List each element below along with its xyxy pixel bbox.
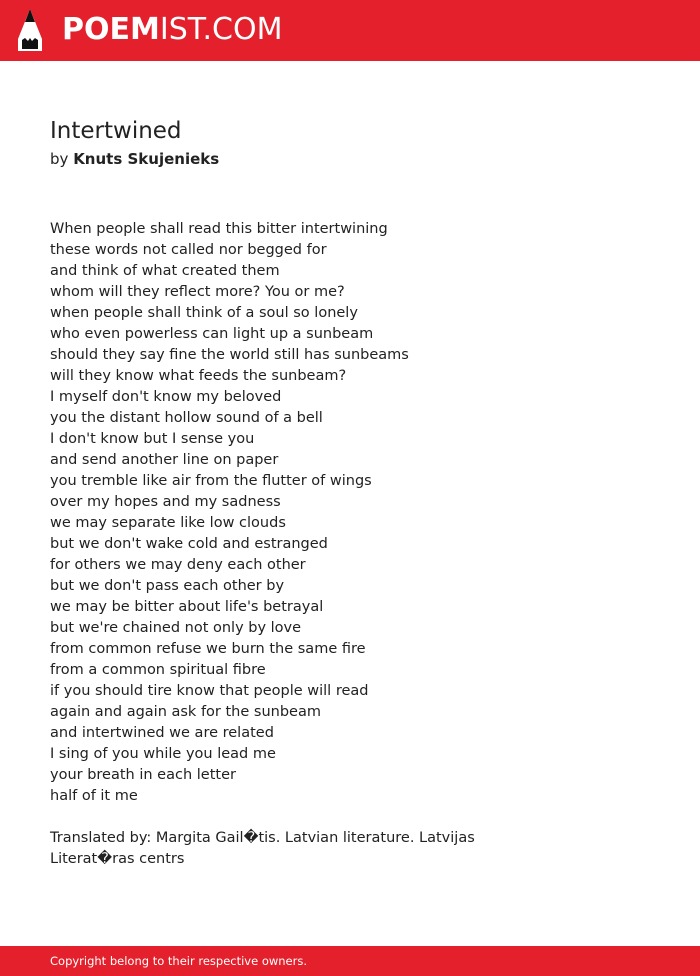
- poem-line: again and again ask for the sunbeam: [50, 704, 321, 720]
- poem-line: and intertwined we are related: [50, 725, 274, 741]
- translation-note: Translated by: Margita Gail�tis. Latvian literature. Latvijas Literat�ras centrs: [50, 830, 475, 867]
- poem-line: these words not called nor begged for: [50, 242, 327, 258]
- poem-line: I myself don't know my beloved: [50, 389, 282, 405]
- poem-body: [50, 219, 650, 807]
- poem-line: and think of what created them: [50, 263, 280, 279]
- by-label: by: [50, 150, 69, 168]
- poem-title: Intertwined: [50, 118, 182, 144]
- poem-line: when people shall think of a soul so lonely: [50, 305, 358, 321]
- poem-line: but we don't pass each other by: [50, 578, 285, 594]
- poem-line: but we're chained not only by love: [50, 620, 302, 636]
- poem-line: from common refuse we burn the same fire: [50, 641, 366, 657]
- site-header: [0, 0, 700, 61]
- brand-bold: POEM: [62, 12, 160, 47]
- poem-line: from a common spiritual fibre: [50, 662, 266, 678]
- poem-line: I sing of you while you lead me: [50, 746, 276, 762]
- poem-line: for others we may deny each other: [50, 557, 306, 573]
- brand-light: IST.COM: [159, 12, 283, 47]
- poem-line: you the distant hollow sound of a bell: [50, 410, 323, 426]
- poem-line: will they know what feeds the sunbeam?: [50, 368, 347, 384]
- poem-line: we may separate like low clouds: [50, 515, 286, 531]
- site-logo-text[interactable]: [62, 12, 282, 48]
- poem-line: you tremble like air from the flutter of wings: [50, 473, 372, 489]
- poem-line: who even powerless can light up a sunbeam: [50, 326, 374, 342]
- poem-line: but we don't wake cold and estranged: [50, 536, 328, 552]
- poem-line: half of it me: [50, 788, 138, 804]
- author-name: Knuts Skujenieks: [73, 150, 220, 168]
- poem-line: if you should tire know that people will read: [50, 683, 369, 699]
- site-footer: [0, 946, 700, 976]
- poem-line: over my hopes and my sadness: [50, 494, 281, 510]
- poem-line: When people shall read this bitter intertwining: [50, 221, 388, 237]
- poem-line: your breath in each letter: [50, 767, 236, 783]
- copyright-text: Copyright belong to their respective owners.: [50, 954, 308, 968]
- pencil-tip-icon[interactable]: [17, 9, 43, 51]
- poem-line: should they say fine the world still has sunbeams: [50, 347, 409, 363]
- poem-line: whom will they reflect more? You or me?: [50, 284, 345, 300]
- poem-line: we may be bitter about life's betrayal: [50, 599, 324, 615]
- byline: [50, 149, 219, 169]
- poem-line: I don't know but I sense you: [50, 431, 255, 447]
- poem-line: and send another line on paper: [50, 452, 279, 468]
